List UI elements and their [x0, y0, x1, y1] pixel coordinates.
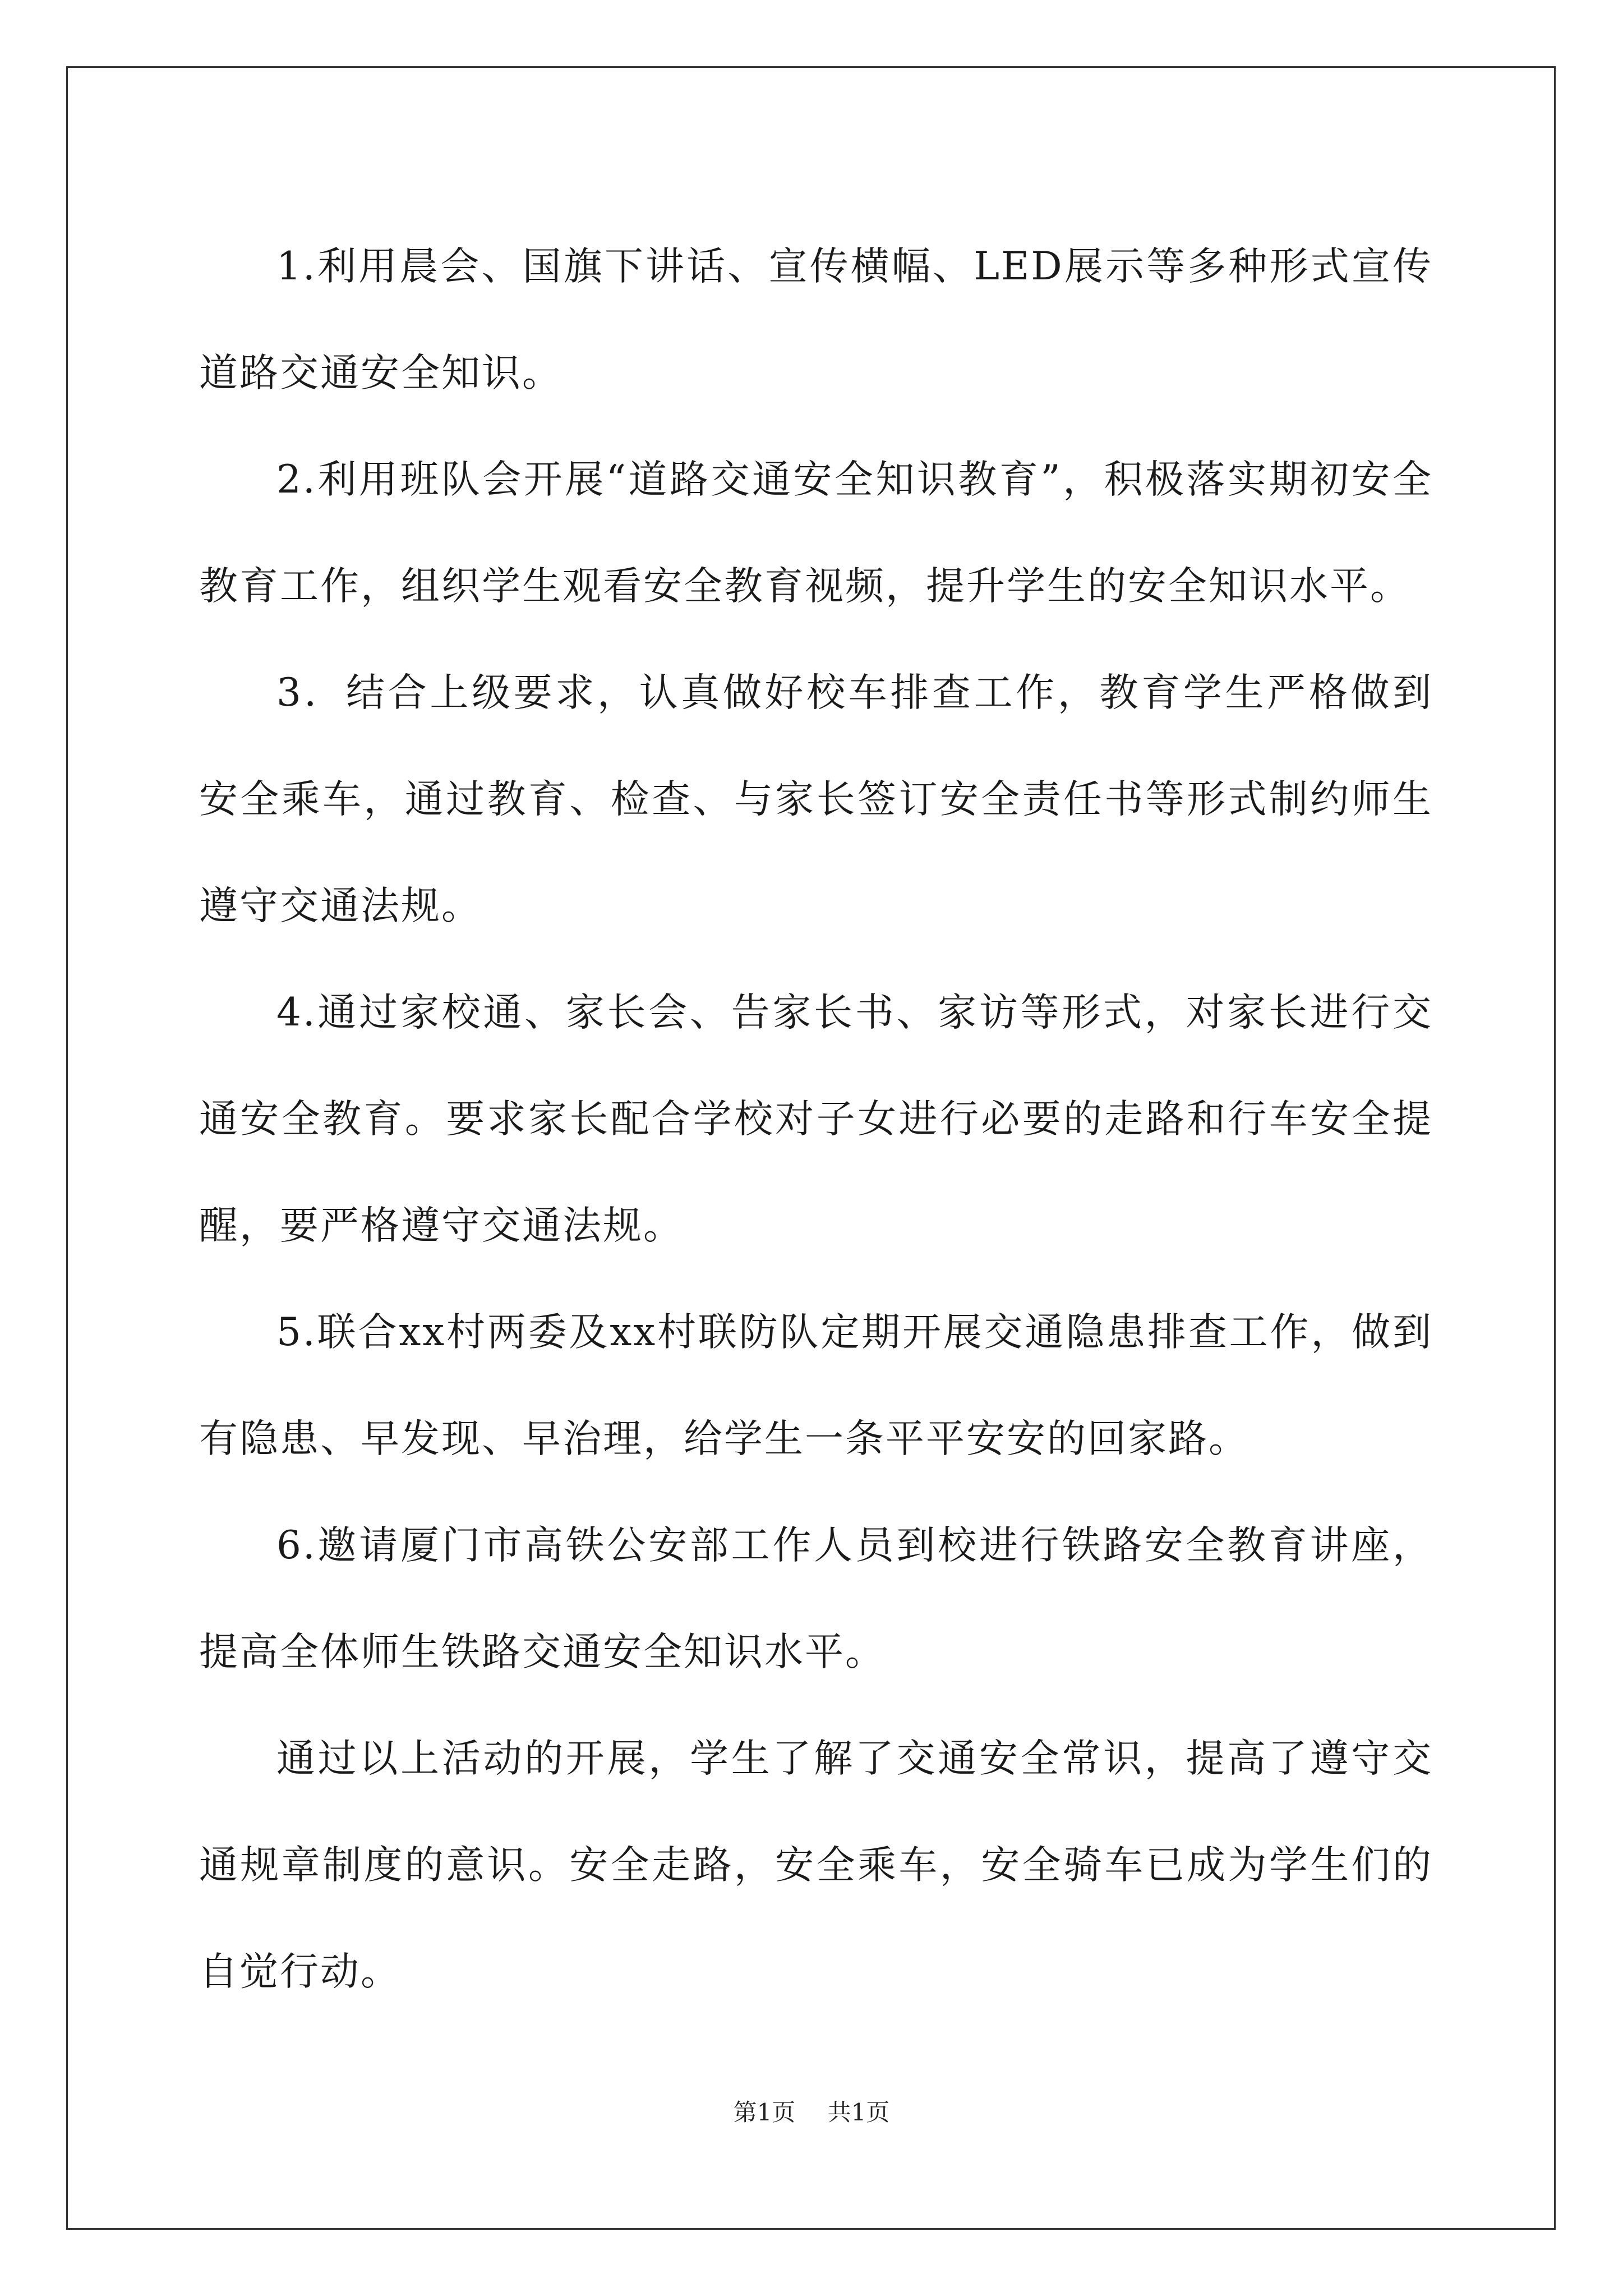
paragraph-2: 2.利用班队会开展“道路交通安全知识教育”，积极落实期初安全教育工作，组织学生观看安全教育视频，提升学生的安全知识水平。: [199, 457, 1433, 609]
paragraph-3: 3．结合上级要求，认真做好校车排查工作，教育学生严格做到安全乘车，通过教育、检查、与家长签订安全责任书等形式制约师生遵守交通法规。: [199, 670, 1433, 928]
paragraph-6: 6.邀请厦门市高铁公安部工作人员到校进行铁路安全教育讲座，提高全体师生铁路交通安全知识水平。: [199, 1523, 1433, 1674]
page-number: 第1页: [733, 2099, 796, 2126]
document-body: [199, 213, 1433, 2025]
page-total: 共1页: [827, 2099, 890, 2126]
paragraph-summary: 通过以上活动的开展，学生了解了交通安全常识，提高了遵守交通规章制度的意识。安全走路，安全乘车，安全骑车已成为学生们的自觉行动。: [199, 1736, 1433, 1994]
page-footer: [0, 2096, 1623, 2129]
paragraph-1: 1.利用晨会、国旗下讲话、宣传横幅、LED展示等多种形式宣传道路交通安全知识。: [199, 244, 1433, 395]
paragraph-5: 5.联合xx村两委及xx村联防队定期开展交通隐患排查工作，做到有隐患、早发现、早治理，给学生一条平平安安的回家路。: [199, 1310, 1433, 1461]
paragraph-4: 4.通过家校通、家长会、告家长书、家访等形式，对家长进行交通安全教育。要求家长配合学校对子女进行必要的走路和行车安全提醒，要严格遵守交通法规。: [199, 990, 1433, 1248]
